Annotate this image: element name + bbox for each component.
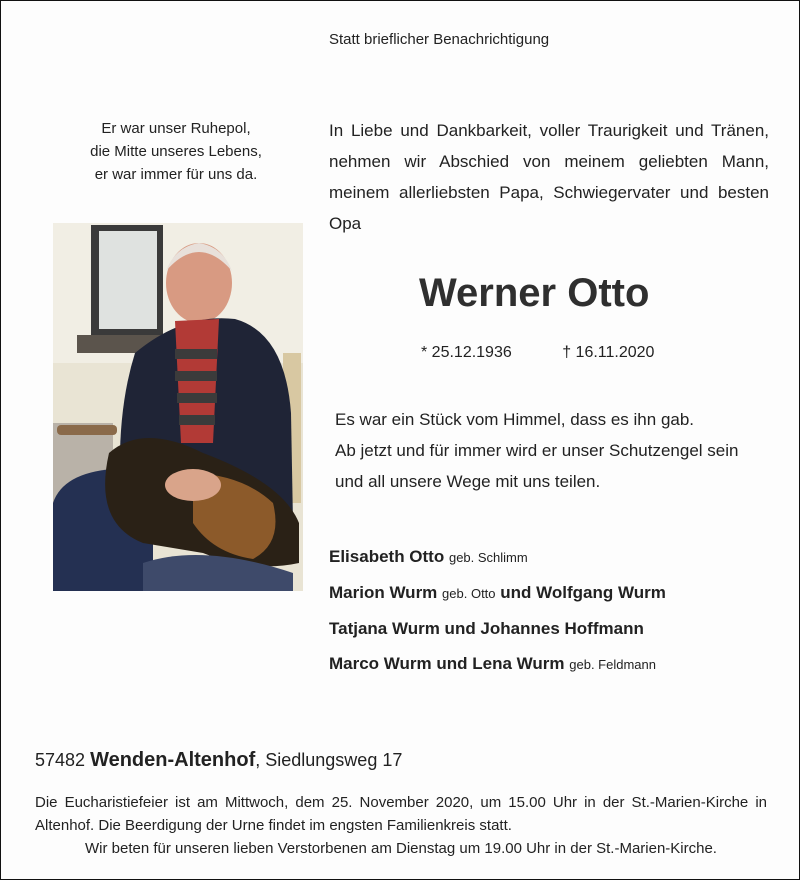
postal-code: 57482	[35, 750, 86, 770]
mourner-row	[329, 539, 666, 575]
prayer-paragraph: Wir beten für unseren lieben Verstorbenen am Dienstag um 19.00 Uhr in der St.-Marien-Kirche.	[85, 840, 717, 857]
town-name: Wenden-Altenhof	[90, 749, 256, 771]
mourner-row	[329, 575, 666, 611]
memorial-verse	[335, 404, 767, 497]
motto-line: er war immer für uns da.	[94, 166, 258, 183]
notice-heading: Statt brieflicher Benachrichtigung	[329, 31, 550, 48]
mourner-row	[329, 611, 666, 646]
life-dates	[421, 344, 654, 362]
death-date: † 16.11.2020	[562, 344, 655, 361]
verse-line: Ab jetzt und für immer wird er unser Schutzengel sein und all unsere Wege mit uns teilen.	[335, 441, 739, 491]
mourner-name: Marco Wurm und Lena Wurm	[329, 654, 565, 673]
mourner-maiden-name: geb. Schlimm	[448, 550, 528, 565]
mourner-name: Tatjana Wurm und Johannes Hoffmann	[329, 619, 644, 638]
mourner-maiden-name: geb. Otto	[442, 586, 496, 601]
portrait-photo	[53, 223, 303, 591]
mourner-name: Elisabeth Otto	[329, 547, 445, 566]
mourner-name: Marion Wurm	[329, 583, 438, 602]
mourner-maiden-name: geb. Feldmann	[569, 657, 656, 672]
birth-date: * 25.12.1936	[421, 344, 512, 361]
family-address	[35, 749, 402, 772]
deceased-name: Werner Otto	[419, 271, 650, 315]
portrait-illustration	[53, 223, 303, 591]
mourner-partner: und Wolfgang Wurm	[500, 583, 666, 602]
motto-quote	[41, 117, 311, 186]
mourners-list	[329, 539, 666, 682]
street-name: , Siedlungsweg 17	[255, 750, 403, 770]
motto-line: die Mitte unseres Lebens,	[90, 143, 262, 160]
service-details	[35, 791, 767, 860]
motto-line: Er war unser Ruhepol,	[101, 120, 251, 137]
mourner-row	[329, 646, 666, 682]
verse-line: Es war ein Stück vom Himmel, dass es ihn gab.	[335, 410, 695, 429]
intro-text: In Liebe und Dankbarkeit, voller Traurigkeit und Tränen, nehmen wir Abschied von meinem geliebten Mann, meinem allerliebsten Papa, Schwiegervater und besten Opa	[329, 121, 769, 233]
service-paragraph: Die Eucharistiefeier ist am Mittwoch, dem 25. November 2020, um 15.00 Uhr in der St.-Marien-Kirche in Altenhof. Die Beerdigung der Urne findet im engsten Familienkreis statt.	[35, 794, 767, 834]
